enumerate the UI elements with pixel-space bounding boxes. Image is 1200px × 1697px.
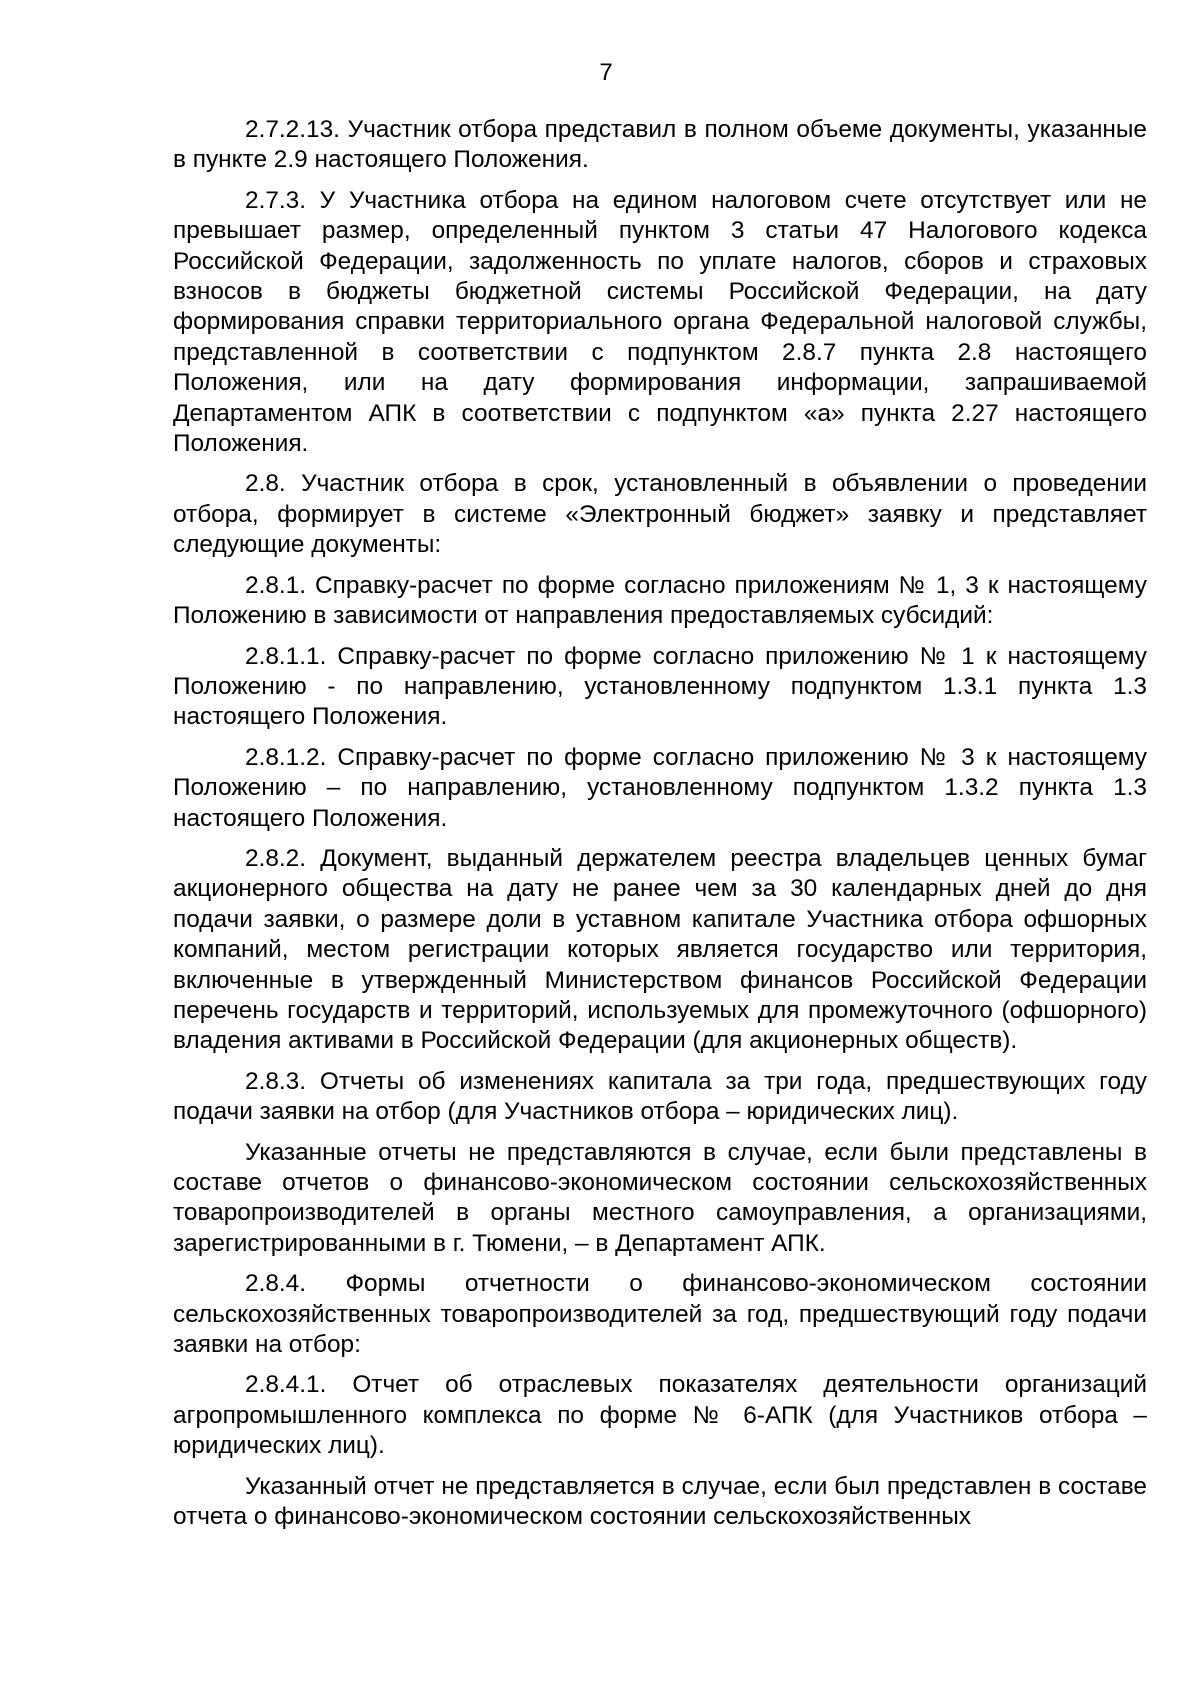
paragraph-2-8-1-1: 2.8.1.1. Справку-расчет по форме согласно приложению № 1 к настоящему Положению - по направлению, установленному подпунктом 1.3.1 пункта 1.3 настоящего Положения. xyxy=(173,642,1147,731)
paragraph-2-8-1-2: 2.8.1.2. Справку-расчет по форме согласно приложению № 3 к настоящему Положению – по направлению, установленному подпунктом 1.3.2 пункта 1.3 настоящего Положения. xyxy=(173,743,1147,832)
page-number: 7 xyxy=(599,59,613,86)
paragraph-2-8-3-note: Указанные отчеты не представляются в случае, если были представлены в составе отчетов о финансово-экономическом состоянии сельскохозяйственных товаропроизводителей в органы местного самоуправления, а организациями, зарегистрированными в г. Тюмени, – в Департамент АПК. xyxy=(173,1138,1147,1257)
paragraph-2-7-2-13: 2.7.2.13. Участник отбора представил в полном объеме документы, указанные в пункте 2.9 настоящего Положения. xyxy=(173,116,1147,174)
paragraph-2-8-4-1-note: Указанный отчет не представляется в случае, если был представлен в составе отчета о финансово-экономическом состоянии сельскохозяйственных xyxy=(173,1472,1147,1531)
paragraph-2-8-1: 2.8.1. Справку-расчет по форме согласно приложениям № 1, 3 к настоящему Положению в зависимости от направления предоставляемых субсидий: xyxy=(173,571,1147,630)
paragraph-2-8-4-1: 2.8.4.1. Отчет об отраслевых показателях деятельности организаций агропромышленного комплекса по форме № 6-АПК (для Участников отбора – юридических лиц). xyxy=(173,1371,1147,1460)
paragraph-2-8-4: 2.8.4. Формы отчетности о финансово-экономическом состоянии сельскохозяйственных товаропроизводителей за год, предшествующий году подачи заявки на отбор: xyxy=(173,1270,1147,1359)
paragraph-2-8-2: 2.8.2. Документ, выданный держателем реестра владельцев ценных бумаг акционерного общества на дату не ранее чем за 30 календарных дней до дня подачи заявки, о размере доли в уставном капитале Участника отбора офшорных компаний, местом регистрации которых является государство или территория, включенные в утвержденный Министерством финансов Российской Федерации перечень государств и территорий, используемых для промежуточного (офшорного) владения активами в Российской Федерации (для акционерных обществ). xyxy=(173,844,1147,1055)
document-body xyxy=(173,115,1147,1542)
paragraph-2-8-3: 2.8.3. Отчеты об изменениях капитала за три года, предшествующих году подачи заявки на отбор (для Участников отбора – юридических лиц). xyxy=(173,1067,1147,1126)
paragraph-2-8: 2.8. Участник отбора в срок, установленный в объявлении о проведении отбора, формирует в системе «Электронный бюджет» заявку и представляет следующие документы: xyxy=(173,470,1147,559)
paragraph-2-7-3: 2.7.3. У Участника отбора на едином налоговом счете отсутствует или не превышает размер, определенный пунктом 3 статьи 47 Налогового кодекса Российской Федерации, задолженность по уплате налогов, сборов и страховых взносов в бюджеты бюджетной системы Российской Федерации, на дату формирования справки территориального органа Федеральной налоговой службы, представленной в соответствии с подпунктом 2.8.7 пункта 2.8 настоящего Положения, или на дату формирования информации, запрашиваемой Департаментом АПК в соответствии с подпунктом «а» пункта 2.27 настоящего Положения. xyxy=(173,186,1147,458)
